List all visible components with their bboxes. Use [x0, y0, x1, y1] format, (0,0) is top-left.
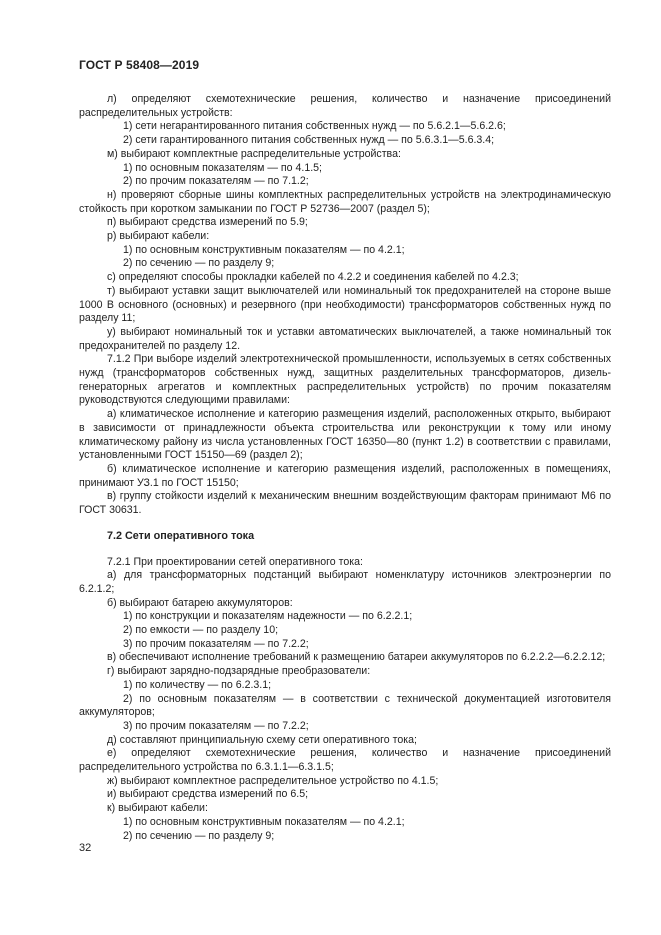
- section-7-2-body: [79, 556, 611, 844]
- paragraph: 1) по основным показателям — по 4.1.5;: [123, 161, 322, 174]
- paragraph: г) выбирают зарядно-подзарядные преобразователи:: [107, 665, 371, 678]
- paragraph: т) выбирают уставки защит выключателей или номинальный ток предохранителей на стороне выше 1000 В основного (основных) и резервного (при необходимости) трансформаторов собственных нужд по разделу 11;: [79, 284, 611, 325]
- paragraph: б) выбирают батарею аккумуляторов:: [107, 596, 293, 609]
- paragraph: 1) по количеству — по 6.2.3.1;: [123, 678, 272, 691]
- paragraph: 1) по основным конструктивным показателям — по 4.2.1;: [123, 815, 405, 828]
- section-gap: [79, 518, 611, 530]
- paragraph: д) составляют принципиальную схему сети оперативного тока;: [107, 733, 417, 746]
- section-7-2-title: 7.2 Сети оперативного тока: [107, 529, 255, 542]
- paragraph: 2) сети гарантированного питания собственных нужд — по 5.6.3.1—5.6.3.4;: [123, 134, 495, 147]
- paragraph: н) проверяют сборные шины комплектных распределительных устройств на электродинамическую стойкость при коротком замыкании по ГОСТ Р 52736—2007 (раздел 5);: [79, 188, 611, 215]
- paragraph: 2) по сечению — по разделу 9;: [123, 257, 275, 270]
- section-gap: [79, 544, 611, 556]
- paragraph: в) группу стойкости изделий к механическим внешним воздействующим факторам принимают М6 по ГОСТ 30631.: [79, 490, 611, 517]
- paragraph: а) климатическое исполнение и категорию размещения изделий, расположенных открыто, выбирают в зависимости от принадлежности объекта строительства или реконструкции к тому или иному климатическому району из числа установленных ГОСТ 16350—80 (пункт 1.2) в соответствии с правилами, установленными ГОСТ 15150—69 (раздел 2);: [79, 408, 611, 462]
- paragraph: п) выбирают средства измерений по 5.9;: [107, 216, 308, 229]
- paragraph: 7.2.1 При проектировании сетей оперативного тока:: [107, 555, 363, 568]
- page-number: 32: [79, 842, 92, 854]
- paragraph: ж) выбирают комплектное распределительное устройство по 4.1.5;: [107, 774, 439, 787]
- paragraph: р) выбирают кабели:: [107, 230, 210, 243]
- paragraph: 1) по основным конструктивным показателям — по 4.2.1;: [123, 243, 405, 256]
- paragraph: б) климатическое исполнение и категорию размещения изделий, расположенных в помещениях, принимают УЗ.1 по ГОСТ 15150;: [79, 462, 611, 489]
- paragraph: 3) по прочим показателям — по 7.2.2;: [123, 719, 309, 732]
- paragraph: 2) по основным показателям — в соответствии с технической документацией изготовителя аккумуляторов;: [79, 692, 611, 719]
- paragraph: и) выбирают средства измерений по 6.5;: [107, 788, 309, 801]
- paragraph: 2) по сечению — по разделу 9;: [123, 829, 275, 842]
- paragraph: 1) по конструкции и показателям надежности — по 6.2.2.1;: [123, 610, 413, 623]
- paragraph: 3) по прочим показателям — по 7.2.2;: [123, 637, 309, 650]
- document-header: ГОСТ Р 58408—2019: [79, 58, 200, 72]
- paragraph: 2) по емкости — по разделу 10;: [123, 624, 279, 637]
- section-7-1-body: [79, 93, 611, 518]
- paragraph: у) выбирают номинальный ток и уставки автоматических выключателей, а также номинальный ток предохранителей по разделу 12.: [79, 325, 611, 352]
- paragraph: с) определяют способы прокладки кабелей по 4.2.2 и соединения кабелей по 4.2.3;: [107, 271, 519, 284]
- paragraph: а) для трансформаторных подстанций выбирают номенклатуру источников электроэнергии по 6.2.1.2;: [79, 569, 611, 595]
- paragraph: е) определяют схемотехнические решения, количество и назначение присоединений распределительного устройства по 6.3.1.1—6.3.1.5;: [79, 747, 611, 774]
- paragraph: 1) сети негарантированного питания собственных нужд — по 5.6.2.1—5.6.2.6;: [123, 120, 506, 133]
- paragraph: к) выбирают кабели:: [107, 802, 208, 815]
- paragraph: л) определяют схемотехнические решения, количество и назначение присоединений распределительных устройств:: [79, 93, 611, 119]
- paragraph: в) обеспечивают исполнение требований к размещению батареи аккумуляторов по 6.2.2.2—6.2.2.12;: [107, 651, 606, 664]
- paragraph: 7.1.2 При выборе изделий электротехнической промышленности, используемых в сетях собственных нужд (трансформаторов собственных нужд, защитных разделительных трансформаторов, дизель-генераторных агрегатов и комплектных распределительных устройств) по прочим показателям руководствуются следующими правилами:: [79, 353, 611, 407]
- paragraph: 2) по прочим показателям — по 7.1.2;: [123, 175, 309, 188]
- page-content: [79, 93, 611, 843]
- paragraph: м) выбирают комплектные распределительные устройства:: [107, 147, 401, 160]
